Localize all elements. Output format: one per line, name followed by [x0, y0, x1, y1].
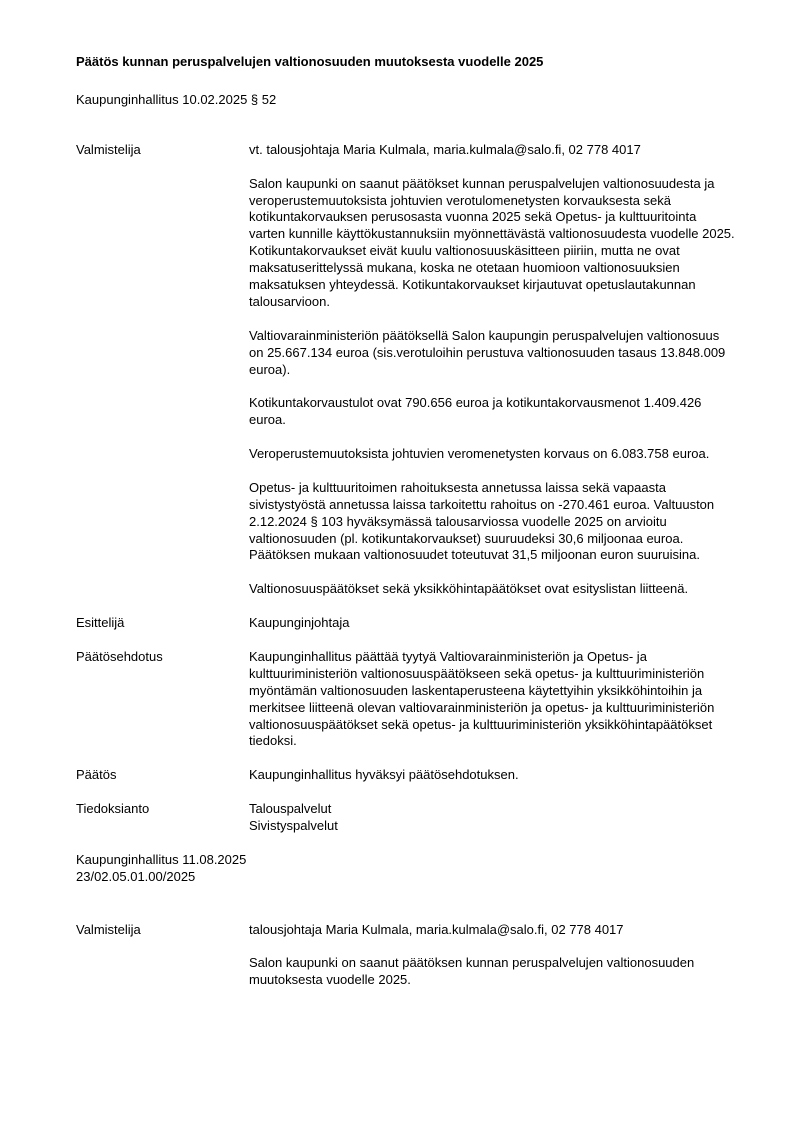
paragraph: Opetus- ja kulttuuritoimen rahoituksesta annetussa laissa sekä vapaasta sivistystyöstä annetussa laissa tarkoitettu rahoitus on -270.461 euroa. Valtuuston 2.12.2024 § 103 hyväksymässä talousarviossa vuodelle 2025 on arvioitu valtionosuuden (pl. kotikuntakorvaukset) suuruudeksi 30,6 miljoonaa euroa. Päätöksen mukaan valtionosuudet toteutuvat 31,5 miljoonan euron suuruisina.: [249, 479, 715, 563]
esittelija-label: Esittelijä: [76, 615, 125, 631]
paragraph: Valtiovarainministeriön päätöksellä Salon kaupungin peruspalvelujen valtionosuus on 25.667.134 euroa (sis.verotuloihin perustuva valtionosuuden tasaus 13.848.009 euroa).: [249, 327, 726, 377]
paatos-section: [76, 767, 736, 784]
paragraph: Salon kaupunki on saanut päätökset kunnan peruspalvelujen valtionosuudesta ja veroperustemuutoksista johtuvien verotulomenetysten korvauksesta sekä kotikuntakorvauksen perusosasta vuonna 2025 sekä Opetus- ja kulttuuritointa varten kunnille käyttökustannuksiin myönnettävästä valtionosuudesta vuodelle 2025. Kotikuntakorvaukset eivät kuulu valtionosuuskäsitteen piiriin, mutta ne ovat maksatuserittelyssä mukana, koska ne otetaan huomioon valtionosuuksien maksatuksen yhteydessä. Kotikuntakorvaukset kirjautuvat opetuslautakunnan talousarvioon.: [249, 175, 735, 309]
tiedoksianto-label: Tiedoksianto: [76, 801, 150, 816]
paatos-value: Kaupunginhallitus hyväksyi päätösehdotuksen.: [249, 767, 519, 783]
valmistelija-section: [76, 142, 736, 598]
meeting2-title: Kaupunginhallitus 11.08.2025: [76, 851, 247, 867]
paatosehdotus-label: Päätösehdotus: [76, 648, 163, 664]
paragraph: Veroperustemuutoksista johtuvien veromenetysten korvaus on 6.083.758 euroa.: [249, 446, 710, 462]
document-page: [76, 54, 736, 989]
author-line: vt. talousjohtaja Maria Kulmala, maria.kulmala@salo.fi, 02 778 4017: [249, 141, 641, 157]
tiedoksianto-content: [249, 801, 736, 835]
recipient: Sivistyspalvelut: [249, 817, 338, 833]
valmistelija2-content: [249, 922, 736, 990]
meeting2-heading: [76, 852, 736, 886]
valmistelija2-label: Valmistelija: [76, 921, 141, 937]
meeting-heading: Kaupunginhallitus 10.02.2025 § 52: [76, 91, 277, 107]
paragraph: Valtionosuuspäätökset sekä yksikköhintapäätökset ovat esityslistan liitteenä.: [249, 581, 689, 597]
valmistelija2-section: [76, 922, 736, 990]
document-title: Päätös kunnan peruspalvelujen valtionosuuden muutoksesta vuodelle 2025: [76, 54, 544, 69]
tiedoksianto-section: [76, 801, 736, 835]
paragraph: Kotikuntakorvaustulot ovat 790.656 euroa ja kotikuntakorvausmenot 1.409.426 euroa.: [249, 395, 702, 428]
valmistelija-content: [249, 142, 736, 598]
paatosehdotus-section: [76, 649, 736, 750]
esittelija-section: [76, 615, 736, 632]
meeting2-diary-number: 23/02.05.01.00/2025: [76, 868, 196, 884]
esittelija-value: Kaupunginjohtaja: [249, 615, 350, 631]
valmistelija-label: Valmistelija: [76, 141, 141, 157]
author-line: talousjohtaja Maria Kulmala, maria.kulmala@salo.fi, 02 778 4017: [249, 921, 624, 937]
paatos-label: Päätös: [76, 767, 117, 783]
paatosehdotus-value: Kaupunginhallitus päättää tyytyä Valtiovarainministeriön ja Opetus- ja kulttuuriministeriön valtionosuuspäätökseen sekä opetus- ja kulttuuriministeriön myöntämän valtionosuuden laskentaperusteena käytettyihin yksikköhintoihin ja merkitsee liitteenä olevan valtiovarainministeriön ja opetus- ja kulttuuriministeriön valtionosuuspäätökset sekä opetus- ja kulttuuriministeriön yksikköhintapäätökset tiedoksi.: [249, 648, 715, 749]
recipient: Talouspalvelut: [249, 801, 332, 816]
paragraph: Salon kaupunki on saanut päätöksen kunnan peruspalvelujen valtionosuuden muutoksesta vuodelle 2025.: [249, 955, 695, 988]
